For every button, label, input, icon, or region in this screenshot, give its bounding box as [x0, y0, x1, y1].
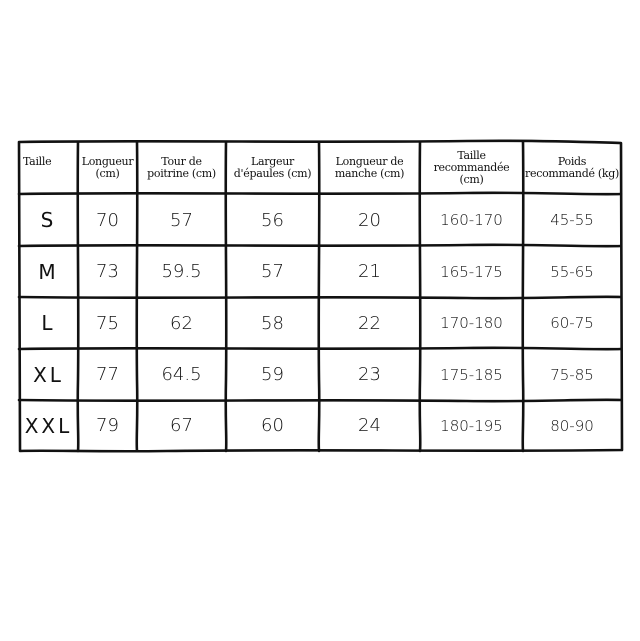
- table-cell-longueur: 70: [96, 209, 119, 231]
- table-cell-longueur-manche: 22: [358, 312, 381, 334]
- table-cell-tour-de-poitrine: 62: [170, 312, 193, 334]
- table-cell-taille-recommandee: 160-170: [440, 211, 503, 229]
- table-cell-taille-recommandee: 165-175: [440, 262, 503, 281]
- table-cell-taille-recommandee: 170-180: [440, 314, 503, 332]
- table-cell-longueur-manche: 20: [358, 209, 381, 231]
- table-cell-taille-recommandee: 175-185: [440, 365, 503, 384]
- table-cell-longueur-manche: 21: [358, 261, 381, 282]
- table-cell-longueur: 79: [96, 415, 119, 436]
- table-cell-taille-recommandee: 180-195: [440, 416, 503, 435]
- table-cell-longueur: 73: [96, 261, 119, 282]
- table-row-size: XL: [33, 362, 64, 387]
- table-cell-tour-de-poitrine: 67: [170, 415, 193, 436]
- table-cell-largeur-epaules: 57: [261, 261, 284, 282]
- table-cell-poids-recommande: 80-90: [550, 416, 594, 435]
- table-cell-largeur-epaules: 59: [261, 364, 284, 385]
- table-cell-largeur-epaules: 60: [261, 415, 284, 436]
- table-cell-poids-recommande: 45-55: [550, 211, 594, 229]
- table-row-size: M: [38, 259, 59, 284]
- table-cell-tour-de-poitrine: 57: [170, 209, 193, 231]
- table-row-size: XXL: [24, 413, 73, 438]
- header-taille-recommandee: Taille recommandée (cm): [433, 149, 510, 186]
- table-cell-largeur-epaules: 56: [261, 209, 284, 231]
- header-longueur: Longueur (cm): [81, 155, 134, 180]
- table-cell-longueur: 77: [96, 364, 119, 385]
- header-taille: Taille: [23, 155, 52, 168]
- table-cell-largeur-epaules: 58: [261, 312, 284, 334]
- size-chart-table: [17, 140, 623, 452]
- table-cell-longueur-manche: 24: [358, 415, 381, 436]
- header-longueur-manche: Longueur de manche (cm): [334, 155, 405, 180]
- table-cell-poids-recommande: 60-75: [550, 314, 594, 332]
- table-row-size: L: [41, 311, 56, 335]
- header-largeur-epaules: Largeur d'épaules (cm): [233, 155, 312, 180]
- table-cell-tour-de-poitrine: 59.5: [161, 261, 202, 282]
- table-cell-poids-recommande: 55-65: [550, 262, 594, 281]
- table-cell-longueur: 75: [96, 312, 119, 334]
- header-poids-recommande: Poids recommandé (kg): [525, 155, 619, 180]
- table-cell-tour-de-poitrine: 64.5: [161, 364, 202, 385]
- table-cell-longueur-manche: 23: [358, 364, 381, 385]
- table-cell-poids-recommande: 75-85: [550, 365, 594, 384]
- header-tour-de-poitrine: Tour de poitrine (cm): [147, 155, 216, 180]
- table-row-size: S: [40, 208, 57, 232]
